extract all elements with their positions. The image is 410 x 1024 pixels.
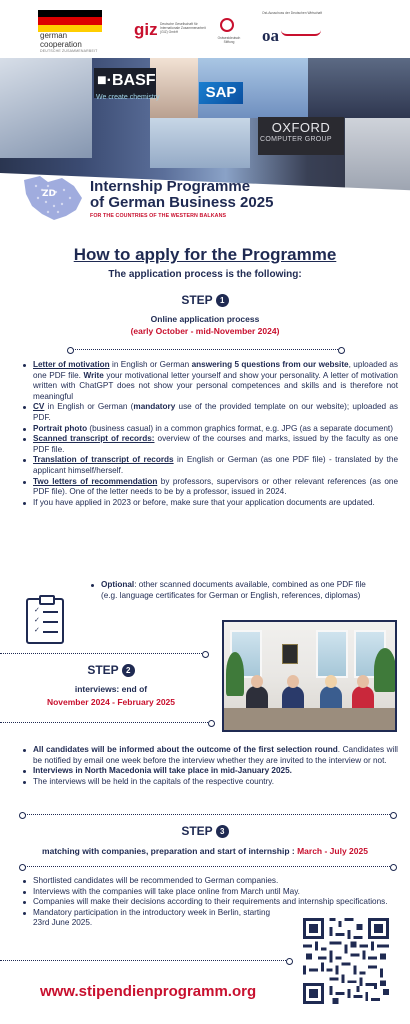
motivation-text-3: your motivational letter yourself and show your personality. A letter of motivation written with ChatGPT does not show your personal competences and skills and is therefore not meaningful xyxy=(33,370,398,401)
list-item-translation xyxy=(22,455,398,476)
cv-text-2: use of the provided template on our website); uploaded as PDF. xyxy=(33,402,399,422)
step2-period: November 2024 - February 2025 xyxy=(46,697,176,707)
photo-person-head xyxy=(251,675,263,688)
shortlisted-text: Shortlisted candidates will be recommended to German companies. xyxy=(33,876,279,885)
programme-region: FOR THE COUNTRIES OF THE WESTERN BALKANS xyxy=(90,213,227,219)
berlin-text: Mandatory participation in the introductory week in Berlin, starting 23rd June 2025. xyxy=(33,907,271,928)
footer-divider xyxy=(0,960,290,961)
list-item-decisions xyxy=(22,897,398,908)
step3-heading xyxy=(0,824,410,838)
step1-requirements-list xyxy=(22,360,398,508)
page-heading: How to apply for the Programme xyxy=(73,245,337,264)
step2-divider-bottom xyxy=(0,722,212,723)
motivation-text-1: in English or German xyxy=(109,360,192,369)
oa-swoosh-icon xyxy=(281,30,321,36)
photo-tile-building xyxy=(150,118,250,168)
photo-text: (business casual) in a common graphics format, e.g. JPG (as a separate document) xyxy=(87,423,393,433)
step3-period: March - July 2025 xyxy=(297,846,368,856)
step1-period: (early October - mid-November 2024) xyxy=(130,326,280,336)
photo-tile-engineers xyxy=(345,118,410,196)
photo-window xyxy=(316,630,348,678)
photo-person-head xyxy=(287,675,299,688)
photo-tile-person-1 xyxy=(150,58,198,118)
applied-before-text: If you have applied in 2023 or before, make sure that your application documents are updated. xyxy=(33,497,375,507)
list-item-shortlisted xyxy=(22,876,398,887)
photo-label: Portrait photo xyxy=(33,423,88,433)
step2-label: STEP xyxy=(87,663,119,677)
photo-person-head xyxy=(357,675,369,688)
north-macedonia-text: Interviews in North Macedonia will take place in mid-January 2025. xyxy=(33,766,292,776)
photo-table xyxy=(224,708,397,730)
list-item-company-interviews xyxy=(22,887,398,898)
basf-tagline: We create chemistry xyxy=(96,94,160,101)
motivation-emphasis-1: answering 5 questions from our website xyxy=(191,360,349,369)
photo-tile-person-2 xyxy=(308,58,410,118)
capitals-text: The interviews will be held in the capitals of the respective country. xyxy=(33,776,275,786)
step3-divider-bottom xyxy=(22,866,394,867)
gc-logo-line1: german xyxy=(40,31,68,40)
giz-logo-subtitle: Deutsche Gesellschaft für Internationale Zusammenarbeit (GIZ) GmbH xyxy=(160,22,206,34)
gc-logo-line3: DEUTSCHE ZUSAMMENARBEIT xyxy=(40,49,98,53)
sap-sign: SAP xyxy=(199,82,243,104)
step1-number-badge: 1 xyxy=(216,294,229,307)
step1-divider xyxy=(70,349,342,350)
list-item-berlin xyxy=(22,908,282,929)
checklist-row: ✓ xyxy=(34,627,58,635)
motivation-text-2: , uploaded as one PDF file. xyxy=(33,360,398,380)
translation-text: in English or German (as one PDF file) - translated by the applicant himself/herself. xyxy=(33,455,399,475)
translation-label: Translation of transcript of records xyxy=(33,455,174,465)
list-item-photo xyxy=(22,424,398,435)
programme-title-line1: Internship Programme xyxy=(90,178,251,195)
page-subheading: The application process is the following: xyxy=(108,269,302,280)
transcript-text: overview of the courses and marks, issued by the faculty as one PDF file. xyxy=(33,434,399,454)
list-item-motivation xyxy=(22,360,398,402)
oa-logo: oa xyxy=(262,26,279,45)
german-flag-icon xyxy=(38,10,102,32)
transcript-label: Scanned transcript of records: xyxy=(33,434,155,444)
foundation-logo-subtitle: Ostwestdeutsch Stiftung xyxy=(217,36,241,44)
map-label: ZD xyxy=(42,189,56,199)
step3-number-badge: 3 xyxy=(216,825,229,838)
list-item-north-macedonia xyxy=(22,766,398,777)
optional-label: Optional xyxy=(101,580,135,589)
motivation-emphasis-2: Write xyxy=(83,370,104,380)
recommendation-text: by professors, supervisors or other relevant references (as one PDF file). One of the letter needs to be by a professor, issued in 2024. xyxy=(33,476,398,497)
step2-divider-top xyxy=(0,653,206,654)
step1-label: STEP xyxy=(181,293,213,307)
cv-emphasis: mandatory xyxy=(133,402,176,412)
step3-label: STEP xyxy=(181,824,213,838)
list-item-applied-before xyxy=(22,498,398,509)
list-item-capitals xyxy=(22,777,398,788)
step1-title: Online application process xyxy=(150,314,260,324)
photo-portrait-frame xyxy=(282,644,298,664)
meeting-photo xyxy=(222,620,397,732)
photo-plant xyxy=(226,652,244,696)
programme-title-line2: of German Business 2025 xyxy=(90,194,274,211)
checklist-row: ✓ xyxy=(34,607,58,615)
list-item-cv xyxy=(22,402,398,423)
optional-text: : other scanned documents available, combined as one PDF file (e.g. language certificates for German or English, references, diplomas) xyxy=(101,580,366,600)
step2-number-badge: 2 xyxy=(122,664,135,677)
cv-text-1: in English or German ( xyxy=(44,402,134,412)
flag-stripe-red xyxy=(38,17,102,24)
basf-sign: ■·BASF xyxy=(94,68,156,98)
clipboard-checklist-icon xyxy=(26,598,64,644)
step3-title-line xyxy=(0,846,410,856)
step2-title: interviews: end of xyxy=(74,684,148,694)
step3-divider-top xyxy=(22,814,394,815)
cv-label: CV xyxy=(33,402,45,412)
company-interviews-text: Interviews with the companies will take place online from March until May. xyxy=(33,886,300,896)
checklist-row: ✓ xyxy=(34,617,58,625)
oa-logo-subtitle: Ost-Ausschuss der Deutschen Wirtschaft xyxy=(262,11,323,15)
oxford-sign: OXFORD xyxy=(258,117,344,155)
optional-documents-item xyxy=(90,580,366,601)
logo-bar xyxy=(0,0,410,58)
informed-emphasis: All candidates will be informed about the outcome of the first selection round xyxy=(33,745,338,754)
flag-stripe-black xyxy=(38,10,102,17)
oxford-sign-subtitle: COMPUTER GROUP xyxy=(260,136,332,143)
giz-logo: giz xyxy=(134,20,158,39)
recommendation-label: Two letters of recommendation xyxy=(33,476,158,486)
motivation-label: Letter of motivation xyxy=(33,360,110,369)
photo-tile-office xyxy=(0,58,92,158)
step2-heading xyxy=(0,663,222,677)
step1-heading xyxy=(0,293,410,307)
step3-title: matching with companies, preparation and start of internship : xyxy=(42,846,298,856)
decisions-text: Companies will make their decisions according to their requirements and internship specifications. xyxy=(33,897,388,907)
informed-text: . Candidates will be notified by email one week before the interview whether they are invited to the interview or not. xyxy=(33,745,398,765)
step2-info-list xyxy=(22,745,398,787)
photo-plant xyxy=(374,648,396,692)
photo-person-head xyxy=(325,675,337,688)
list-item-recommendation xyxy=(22,477,398,498)
qr-code-icon[interactable] xyxy=(303,918,389,1004)
list-item-informed xyxy=(22,745,398,766)
gc-logo-line2: cooperation xyxy=(40,40,82,49)
list-item-transcript xyxy=(22,434,398,455)
foundation-emblem-icon xyxy=(220,18,234,32)
western-balkans-map-icon xyxy=(18,170,88,224)
website-link[interactable]: www.stipendienprogramm.org xyxy=(40,983,257,1000)
